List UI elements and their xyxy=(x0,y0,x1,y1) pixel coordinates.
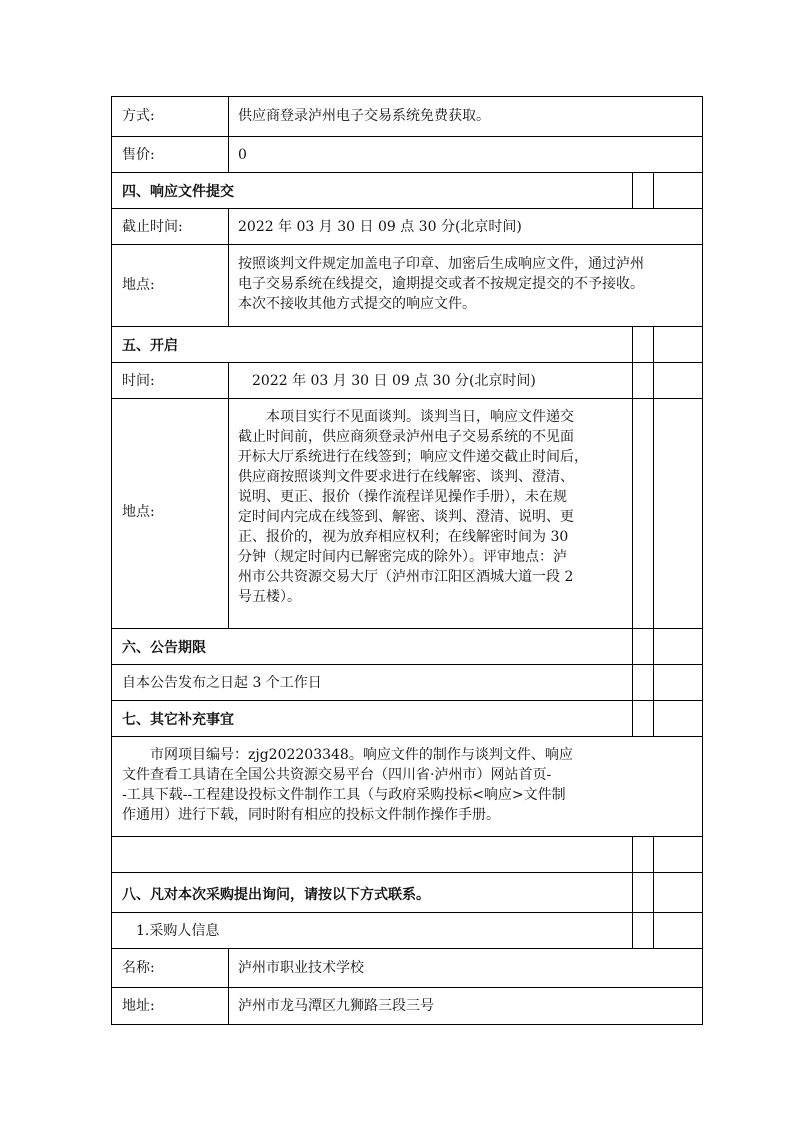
row-opening-location xyxy=(111,398,703,628)
heading-cell xyxy=(111,172,633,209)
row-address xyxy=(111,987,703,1025)
text-line: 正、报价的，视为放弃相应权利；在线解密时间为 30 xyxy=(238,529,569,545)
value-cell xyxy=(228,96,703,137)
deadline-value: 2022 年 03 月 30 日 09 点 30 分(北京时间) xyxy=(238,219,522,235)
text-line: 州市公共资源交易大厅（泸州市江阳区酒城大道一段 2 xyxy=(238,569,574,585)
heading-cell xyxy=(111,628,633,665)
section-6-heading-row xyxy=(111,628,703,664)
name-value: 泸州市职业技术学校 xyxy=(238,960,364,976)
empty-cell xyxy=(653,664,703,701)
supplementary-text xyxy=(122,745,632,825)
text-cell xyxy=(111,912,633,949)
empty-cell xyxy=(653,326,703,363)
section-8-heading-row xyxy=(111,872,703,912)
row-notice-period xyxy=(111,664,703,700)
opening-time-value: 2022 年 03 月 30 日 09 点 30 分(北京时间) xyxy=(252,373,536,389)
text-cell xyxy=(111,664,633,701)
empty-cell xyxy=(632,664,654,701)
price-value: 0 xyxy=(238,147,247,163)
empty-cell xyxy=(632,836,654,873)
row-supplementary xyxy=(111,736,703,836)
empty-cell xyxy=(653,628,703,665)
empty-cell xyxy=(653,172,703,209)
text-line: 定时间内完成在线签到、解密、谈判、澄清、说明、更 xyxy=(238,509,574,525)
section-5-heading-row xyxy=(111,326,703,362)
empty-cell xyxy=(632,362,654,399)
empty-cell xyxy=(653,836,703,873)
empty-cell xyxy=(632,700,654,737)
text-line: 开标大厅系统进行在线签到；响应文件递交截止时间后， xyxy=(238,449,588,465)
address-value: 泸州市龙马潭区九狮路三段三号 xyxy=(238,998,434,1014)
empty-cell xyxy=(653,872,703,913)
row-deadline xyxy=(111,208,703,244)
method-label: 方式: xyxy=(122,108,155,124)
row-empty xyxy=(111,836,703,872)
label-cell xyxy=(111,987,229,1025)
text-line: 本项目实行不见面谈判。谈判当日，响应文件递交 xyxy=(266,409,574,425)
section-6-title: 六、公告期限 xyxy=(122,640,206,656)
label-cell xyxy=(111,244,229,327)
text-line: 截止时间前，供应商须登录泸州电子交易系统的不见面 xyxy=(238,429,574,445)
value-cell xyxy=(228,244,703,327)
submission-location-label: 地点: xyxy=(122,277,155,293)
deadline-label: 截止时间: xyxy=(122,219,183,235)
row-submission-location xyxy=(111,244,703,326)
text-line: 供应商按照谈判文件要求进行在线解密、谈判、澄清、 xyxy=(238,469,574,485)
section-4-title: 四、响应文件提交 xyxy=(122,184,234,200)
empty-cell xyxy=(653,912,703,949)
empty-cell xyxy=(111,836,633,873)
empty-cell xyxy=(653,700,703,737)
opening-location-text xyxy=(238,407,626,607)
empty-cell xyxy=(632,912,654,949)
procurement-table xyxy=(111,96,703,1025)
empty-cell xyxy=(653,362,703,399)
row-price xyxy=(111,136,703,172)
purchaser-info-title: 1.采购人信息 xyxy=(136,923,220,939)
section-5-title: 五、开启 xyxy=(122,338,178,354)
section-7-title: 七、其它补充事宜 xyxy=(122,712,234,728)
label-cell xyxy=(111,948,229,988)
value-cell xyxy=(228,987,703,1025)
value-cell xyxy=(228,208,703,245)
text-line: 本次不接收其他方式提交的响应文件。 xyxy=(238,296,476,312)
text-cell xyxy=(111,736,703,837)
empty-cell xyxy=(632,628,654,665)
section-7-heading-row xyxy=(111,700,703,736)
text-line: 分钟（规定时间内已解密完成的除外）。评审地点：泸 xyxy=(238,549,567,565)
row-purchaser-info xyxy=(111,912,703,948)
text-line: -工具下载--工程建设投标文件制作工具（与政府采购投标<响应>文件制 xyxy=(122,787,566,803)
label-cell xyxy=(111,208,229,245)
notice-period-text: 自本公告发布之日起 3 个工作日 xyxy=(122,675,322,691)
submission-location-text xyxy=(238,254,696,314)
empty-cell xyxy=(632,172,654,209)
text-line: 市网项目编号：zjg202203348。响应文件的制作与谈判文件、响应 xyxy=(150,747,573,763)
section-4-heading-row xyxy=(111,172,703,208)
heading-cell xyxy=(111,326,633,363)
opening-time-label: 时间: xyxy=(122,373,155,389)
value-cell xyxy=(228,136,703,173)
label-cell xyxy=(111,96,229,137)
empty-cell xyxy=(653,398,703,629)
label-cell xyxy=(111,136,229,173)
row-opening-time xyxy=(111,362,703,398)
opening-location-label: 地点: xyxy=(122,504,155,520)
empty-cell xyxy=(632,872,654,913)
value-cell xyxy=(228,948,703,988)
value-cell xyxy=(228,398,633,629)
text-line: 作通用）进行下载，同时附有相应的投标文件制作操作手册。 xyxy=(122,807,500,823)
heading-cell xyxy=(111,872,633,913)
text-line: 电子交易系统在线提交，逾期提交或者不按规定提交的不予接收。 xyxy=(238,276,644,292)
text-line: 按照谈判文件规定加盖电子印章、加密后生成响应文件，通过泸州 xyxy=(238,256,644,272)
text-line: 文件查看工具请在全国公共资源交易平台（四川省·泸州市）网站首页- xyxy=(122,767,552,783)
price-label: 售价: xyxy=(122,147,155,163)
label-cell xyxy=(111,362,229,399)
text-line: 说明、更正、报价（操作流程详见操作手册），未在规 xyxy=(238,489,567,505)
method-value: 供应商登录泸州电子交易系统免费获取。 xyxy=(238,108,490,124)
section-8-title: 八、凡对本次采购提出询问，请按以下方式联系。 xyxy=(122,887,430,903)
empty-cell xyxy=(632,398,654,629)
heading-cell xyxy=(111,700,633,737)
address-label: 地址: xyxy=(122,998,155,1014)
name-label: 名称: xyxy=(122,960,155,976)
row-method xyxy=(111,96,703,136)
text-line: 号五楼）。 xyxy=(238,589,301,605)
empty-cell xyxy=(632,326,654,363)
value-cell xyxy=(228,362,633,399)
label-cell xyxy=(111,398,229,629)
row-name xyxy=(111,948,703,987)
